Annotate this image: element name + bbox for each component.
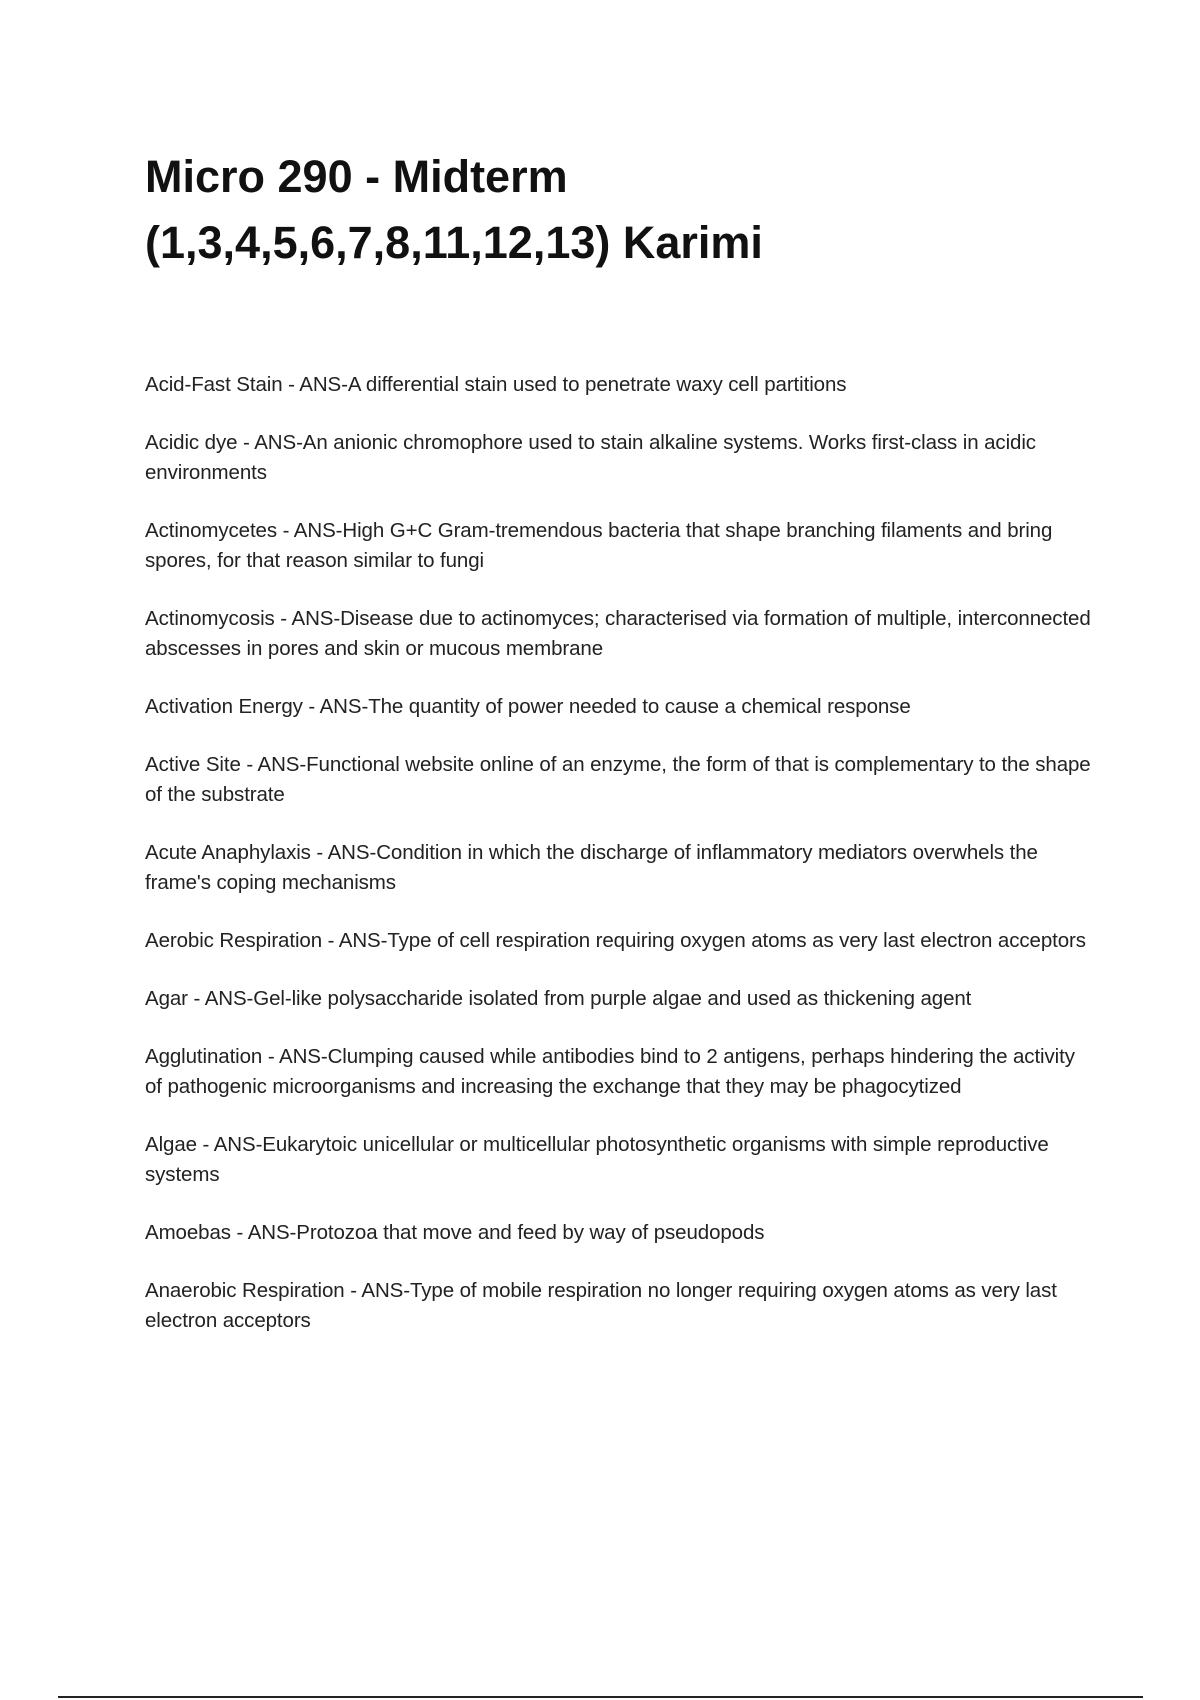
glossary-entry: Acid-Fast Stain - ANS-A differential stain used to penetrate waxy cell partitions (145, 373, 847, 396)
glossary-entry: Actinomycetes - ANS-High G+C Gram-tremendous bacteria that shape branching filaments and bring spores, for that reason similar to fungi (145, 519, 1053, 572)
glossary-entry: Actinomycosis - ANS-Disease due to actinomyces; characterised via formation of multiple, interconnected abscesses in pores and skin or mucous membrane (145, 607, 1091, 660)
title-line-1: Micro 290 - Midterm (145, 151, 568, 202)
footer-divider (58, 1696, 1143, 1698)
glossary-entry: Acute Anaphylaxis - ANS-Condition in which the discharge of inflammatory mediators overwhels the frame's coping mechanisms (145, 841, 1038, 894)
glossary-entry: Activation Energy - ANS-The quantity of power needed to cause a chemical response (145, 695, 911, 718)
page-title (145, 144, 1105, 276)
glossary-entry: Anaerobic Respiration - ANS-Type of mobile respiration no longer requiring oxygen atoms as very last electron acceptors (145, 1279, 1057, 1332)
glossary-entry: Algae - ANS-Eukarytoic unicellular or multicellular photosynthetic organisms with simple reproductive systems (145, 1133, 1049, 1186)
title-line-2: (1,3,4,5,6,7,8,11,12,13) Karimi (145, 217, 763, 268)
glossary-entry: Agar - ANS-Gel-like polysaccharide isolated from purple algae and used as thickening agent (145, 987, 972, 1010)
glossary-entry: Agglutination - ANS-Clumping caused while antibodies bind to 2 antigens, perhaps hindering the activity of pathogenic microorganisms and increasing the exchange that they may be phagocytized (145, 1045, 1075, 1098)
glossary-list (145, 370, 1095, 1364)
glossary-entry: Aerobic Respiration - ANS-Type of cell respiration requiring oxygen atoms as very last electron acceptors (145, 929, 1086, 952)
glossary-entry: Active Site - ANS-Functional website online of an enzyme, the form of that is complementary to the shape of the substrate (145, 753, 1091, 806)
glossary-entry: Acidic dye - ANS-An anionic chromophore used to stain alkaline systems. Works first-class in acidic environments (145, 431, 1036, 484)
glossary-entry: Amoebas - ANS-Protozoa that move and feed by way of pseudopods (145, 1221, 765, 1244)
